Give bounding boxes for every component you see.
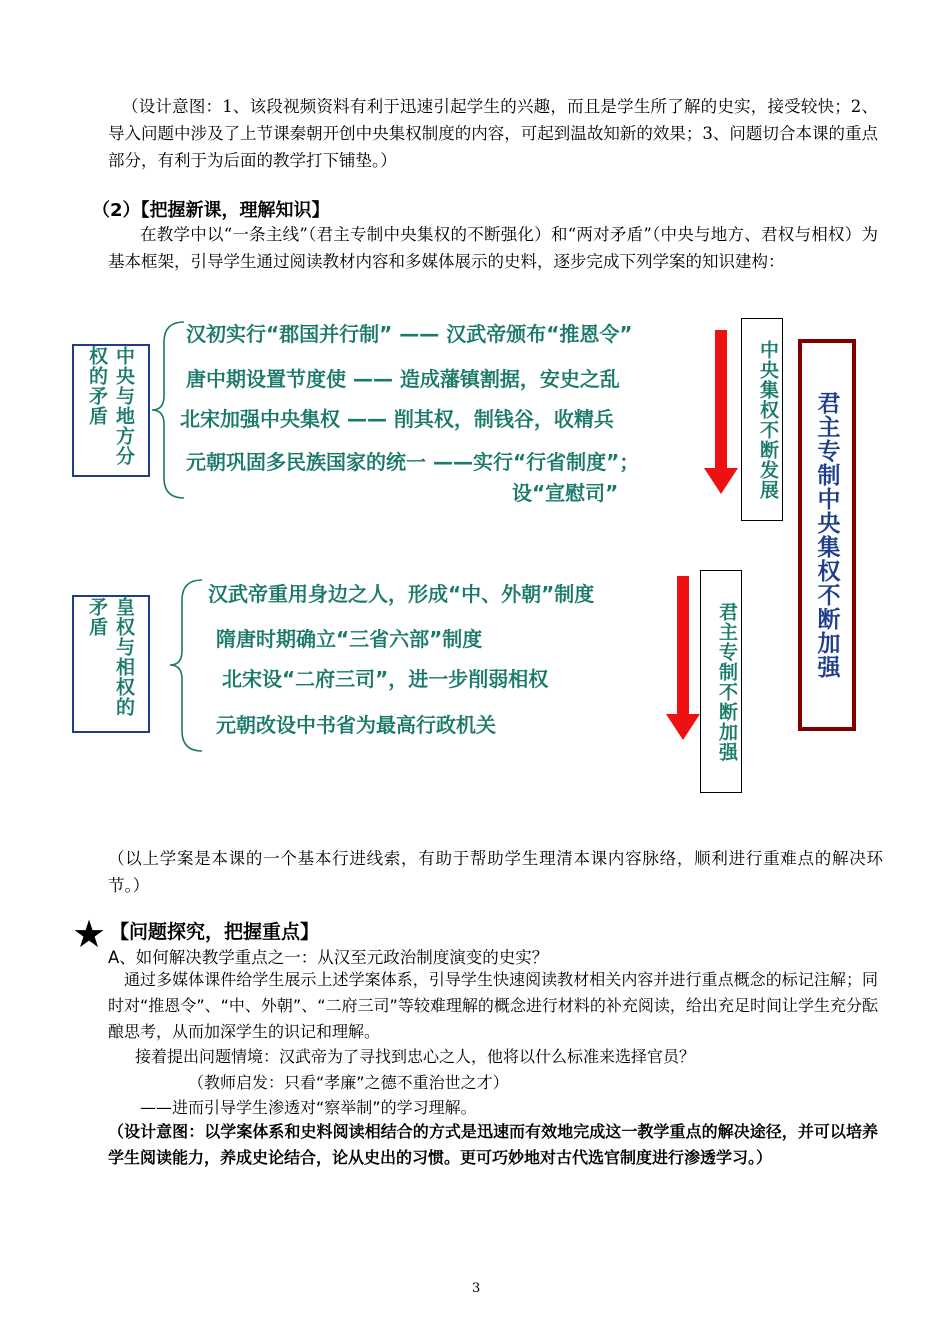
item-sui-tang: 隋唐时期确立“三省六部”制度 [216, 627, 483, 651]
item-tang: 唐中期设置节度使 —— 造成藩镇割据，安史之乱 [186, 367, 620, 391]
left-box-emperor-chancellor: 皇权与相权的矛盾 [72, 595, 150, 733]
item-yuan-zhongshu: 元朝改设中书省为最高行政机关 [216, 713, 496, 737]
right-box-centralization: 中央集权不断发展 [741, 318, 783, 521]
item-song: 北宋加强中央集权 —— 削其权，制钱谷，收精兵 [180, 407, 614, 431]
item-han-wudi: 汉武帝重用身边之人，形成“中、外朝”制度 [208, 582, 595, 606]
inquiry-paragraph-4: ——进而引导学生渗透对“察举制”的学习理解。 [140, 1098, 477, 1117]
black-star-icon: ★ [72, 912, 107, 956]
page-number: 3 [472, 1281, 481, 1296]
summary-note: （以上学案是本课的一个基本行进线索，有助于帮助学生理清本课内容脉络，顺利进行重难点的解决环节。） [108, 849, 883, 895]
inquiry-paragraph-1: 通过多媒体课件给学生展示上述学案体系，引导学生快速阅读教材相关内容并进行重点概念的标记注解；同时对“推恩令”、“中、外朝”、“二府三司”等较难理解的概念进行材料的补充阅读，给出充足时间让学生充分酝酿思考，从而加深学生的识记和理解。 [108, 970, 878, 1041]
inquiry-design-note: （设计意图：以学案体系和史料阅读相结合的方式是迅速而有效地完成这一教学重点的解决途径，并可以培养学生阅读能力，养成史论结合，论从史出的习惯。更可巧妙地对古代选官制度进行渗透学习。） [108, 1122, 878, 1167]
item-yuan: 元朝巩固多民族国家的统一 ——实行“行省制度”； [186, 450, 640, 474]
outer-box-autocracy: 君主专制中央集权不断加强 [798, 339, 856, 731]
right-box-autocracy: 君主专制不断加强 [700, 570, 742, 793]
red-arrow-1-shaft [715, 330, 727, 470]
inquiry-paragraph-2: 接着提出问题情境：汉武帝为了寻找到忠心之人，他将以什么标准来选择官员？ [135, 1047, 696, 1066]
inquiry-paragraph-3: （教师启发：只看“孝廉”之德不重治世之才） [188, 1073, 509, 1092]
left-box-central-local: 中央与地方分权的矛盾 [72, 344, 150, 477]
inquiry-subtitle: A、如何解决教学重点之一：从汉至元政治制度演变的史实？ [108, 948, 549, 967]
red-arrow-1-head [704, 468, 738, 494]
item-bei-song: 北宋设“二府三司”，进一步削弱相权 [222, 667, 549, 691]
section-intro-text: 在教学中以“一条主线”（君主专制中央集权的不断强化）和“两对矛盾”（中央与地方、君权与相权）为基本框架，引导学生通过阅读教材内容和多媒体展示的史料，逐步完成下列学案的知识建构： [108, 225, 878, 271]
item-han-chu: 汉初实行“郡国并行制” —— 汉武帝颁布“推恩令” [186, 322, 633, 346]
red-arrow-2-shaft [677, 576, 689, 716]
brace-2 [168, 576, 208, 756]
intro-design-note: （设计意图：1、该段视频资料有利于迅速引起学生的兴趣，而且是学生所了解的史实，接受较快；2、导入问题中涉及了上节课秦朝开创中央集权制度的内容，可起到温故知新的效果；3、问题切合本课的重点部分，有利于为后面的教学打下铺垫。） [108, 97, 878, 170]
section-title: （2）【把握新课，理解知识】 [92, 200, 330, 221]
item-yuan-cont: 设“宣慰司” [512, 481, 619, 505]
red-arrow-2-head [666, 714, 700, 740]
inquiry-title: 【问题探究，把握重点】 [110, 921, 320, 943]
